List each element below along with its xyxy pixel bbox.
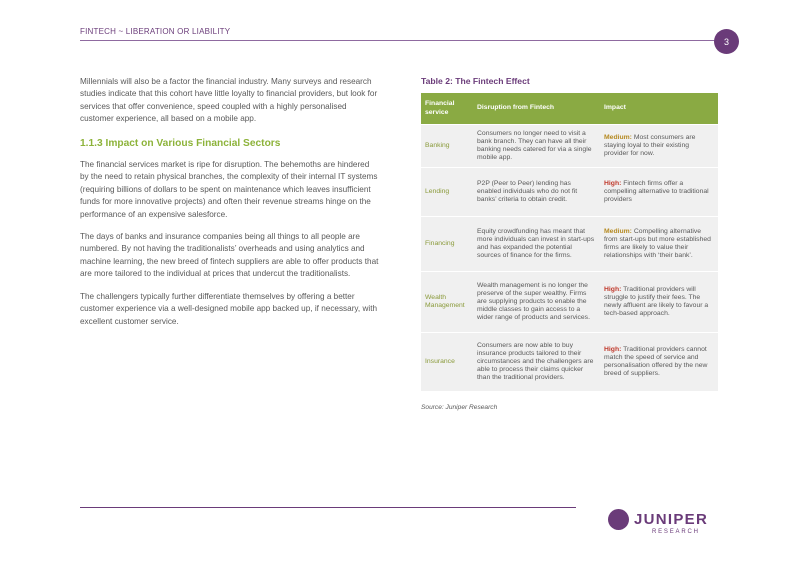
paragraph-millennials: Millennials will also be a factor the financial industry. Many surveys and research studies indicate that this cohort have little loyalty to financial providers, but look for services that offer convenience, speed coupled with a highly personalised customer experience, all based on a mobile app. <box>80 77 378 124</box>
table-row <box>421 272 718 332</box>
fintech-effect-table <box>421 92 718 392</box>
table-row <box>421 333 718 391</box>
table-column <box>421 76 719 411</box>
table-source: Source: Juniper Research <box>421 404 498 411</box>
footer-divider <box>80 507 576 508</box>
impact-text: Most consumers are staying loyal to their existing provider for now. <box>604 133 696 158</box>
disruption-cell: Wealth management is no longer the preserve of the super wealthy. Firms are supplying products to enable the middle classes to gain access to a wider range of products and services. <box>473 272 600 332</box>
body-column <box>80 76 380 338</box>
impact-text: Traditional providers will struggle to justify their fees. The newly affluent are likely to favour a tech-based approach. <box>604 285 709 318</box>
table-row <box>421 217 718 271</box>
impact-cell <box>600 272 718 332</box>
service-cell: Wealth Management <box>421 272 473 332</box>
juniper-logo-icon <box>608 509 629 530</box>
impact-text: Traditional providers cannot match the speed of service and personalisation offered by the new breed of suppliers. <box>604 345 708 378</box>
service-cell: Insurance <box>421 333 473 391</box>
impact-cell <box>600 125 718 167</box>
impact-cell <box>600 168 718 216</box>
disruption-cell: P2P (Peer to Peer) lending has enabled individuals who do not fit banks’ criteria to obtain credit. <box>473 168 600 216</box>
paragraph-disruption: The financial services market is ripe for disruption. The behemoths are hindered by the need to retain physical branches, the complexity of their internal IT systems (requiring billions of dollars to be spent on maintenance which leaves insufficient funds for more innovative projects) and often their revenue streams hinge on the performance of an expensive salesforce. <box>80 160 378 219</box>
header-impact: Impact <box>600 93 718 124</box>
impact-cell <box>600 333 718 391</box>
header-disruption: Disruption from Fintech <box>473 93 600 124</box>
table-header-row <box>421 93 718 124</box>
header-divider <box>80 40 720 41</box>
running-header: FINTECH ~ LIBERATION OR LIABILITY <box>80 27 231 36</box>
impact-text: Fintech firms offer a compelling alternative to traditional providers <box>604 179 709 204</box>
paragraph-banks: The days of banks and insurance companies being all things to all people are numbered. By not having the traditionalists’ overheads and using analytics and machine learning, the new breed of fintech suppliers are able to offer products that are more tailored to the individual at prices that undercut the traditionalists. <box>80 232 379 279</box>
service-cell: Financing <box>421 217 473 271</box>
juniper-logo <box>608 505 718 541</box>
impact-level: High: <box>604 345 622 353</box>
service-cell: Banking <box>421 125 473 167</box>
impact-level: Medium: <box>604 133 632 141</box>
disruption-cell: Consumers are now able to buy insurance products tailored to their circumstances and the challengers are able to process their claims quicker than the traditional providers. <box>473 333 600 391</box>
section-heading: 1.1.3 Impact on Various Financial Sectors <box>80 137 281 149</box>
logo-name: JUNIPER <box>634 511 709 528</box>
page-number-badge: 3 <box>714 29 739 54</box>
table-row <box>421 168 718 216</box>
impact-level: High: <box>604 285 622 293</box>
disruption-cell: Equity crowdfunding has meant that more individuals can invest in start-ups and has expanded the potential sources of finance for the firms. <box>473 217 600 271</box>
paragraph-challengers: The challengers typically further differentiate themselves by offering a better customer experience via a well-designed mobile app backed up, if necessary, with excellent customer service. <box>80 291 378 326</box>
impact-cell <box>600 217 718 271</box>
logo-subtitle: RESEARCH <box>652 529 700 535</box>
table-title: Table 2: The Fintech Effect <box>421 76 530 86</box>
table-row <box>421 125 718 167</box>
impact-level: Medium: <box>604 227 632 235</box>
impact-level: High: <box>604 179 622 187</box>
impact-text: Compelling alternative from start-ups but more established firms are likely to value their relationships with ‘their bank’. <box>604 227 711 260</box>
service-cell: Lending <box>421 168 473 216</box>
disruption-cell: Consumers no longer need to visit a bank branch. They can have all their banking needs catered for via a single mobile app. <box>473 125 600 167</box>
header-financial-service: Financial service <box>421 93 473 124</box>
